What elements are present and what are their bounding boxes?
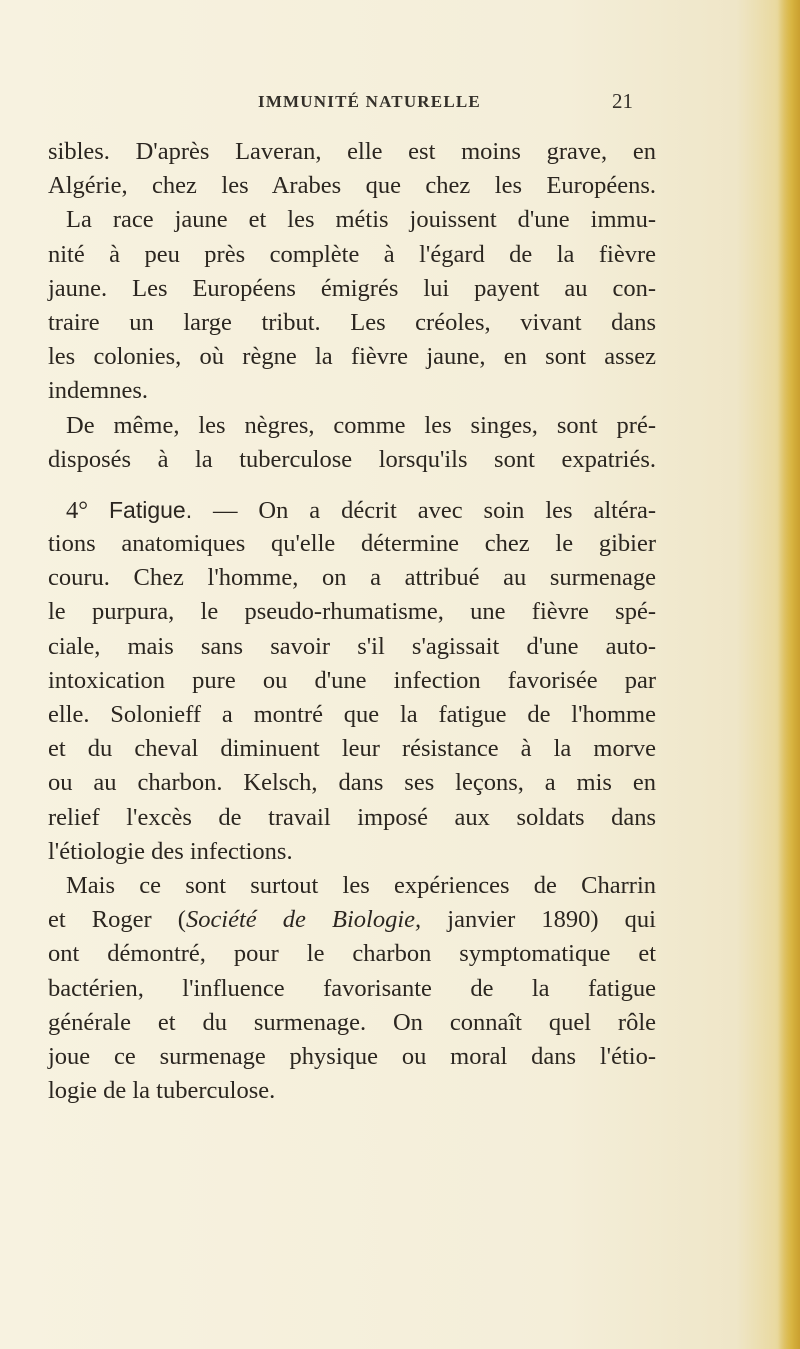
section-number: 4° (66, 496, 89, 524)
text-line: bactérien, l'influence favorisante de la fatigue (48, 974, 656, 1002)
text-line: intoxication pure ou d'une infection favorisée par (48, 666, 656, 694)
text-line: indemnes. (48, 377, 149, 405)
text-line: De même, les nègres, comme les singes, sont pré- (66, 411, 656, 439)
text-line: Mais ce sont surtout les expériences de Charrin (66, 871, 656, 899)
citation-line (48, 903, 656, 937)
text-line: ont démontré, pour le charbon symptomatique et (48, 940, 656, 968)
text-line: le purpura, le pseudo-rhumatisme, une fièvre spé- (48, 598, 656, 626)
text-line: relief l'excès de travail imposé aux soldats dans (48, 803, 656, 831)
text-line: Algérie, chez les Arabes que chez les Européens. (48, 172, 656, 200)
body-text (48, 135, 656, 1108)
running-head: IMMUNITÉ NATURELLE (258, 92, 481, 111)
text-line: l'étiologie des infections. (48, 837, 293, 865)
text-line: sibles. D'après Laveran, elle est moins grave, en (48, 138, 656, 165)
text-line: La race jaune et les métis jouissent d'une immu- (66, 206, 656, 234)
text-line: ciale, mais sans savoir s'il s'agissait d'une auto- (48, 632, 656, 660)
text-line: générale et du surmenage. On connaît quel rôle (48, 1008, 656, 1036)
text-line: tions anatomiques qu'elle détermine chez le gibier (48, 530, 656, 558)
text-line: jaune. Les Européens émigrés lui payent au con- (48, 274, 656, 302)
page-number: 21 (612, 89, 633, 113)
section-heading-line (48, 493, 656, 527)
text-line: et du cheval diminuent leur résistance à la morve (48, 735, 656, 763)
citation-suffix: janvier 1890) qui (421, 906, 656, 934)
text-line: joue ce surmenage physique ou moral dans l'étio- (48, 1042, 656, 1070)
section-lead: — On a décrit avec soin les altéra- (213, 496, 657, 524)
citation-prefix: et Roger ( (48, 906, 186, 934)
citation-journal: Société de Biologie, (185, 906, 422, 934)
text-line: logie de la tuberculose. (48, 1077, 276, 1105)
page-edge-discoloration (778, 0, 800, 1349)
section-title: Fatigue. (108, 496, 193, 523)
text-line: disposés à la tuberculose lorsqu'ils sont expatriés. (48, 445, 656, 473)
text-line: couru. Chez l'homme, on a attribué au surmenage (48, 564, 656, 592)
text-line: ou au charbon. Kelsch, dans ses leçons, a mis en (48, 769, 656, 797)
text-line: elle. Solonieff a montré que la fatigue de l'homme (48, 701, 656, 728)
page-header (0, 89, 800, 122)
text-line: les colonies, où règne la fièvre jaune, en sont assez (48, 343, 656, 371)
text-line: traire un large tribut. Les créoles, vivant dans (48, 308, 656, 336)
text-line: nité à peu près complète à l'égard de la fièvre (48, 240, 656, 268)
